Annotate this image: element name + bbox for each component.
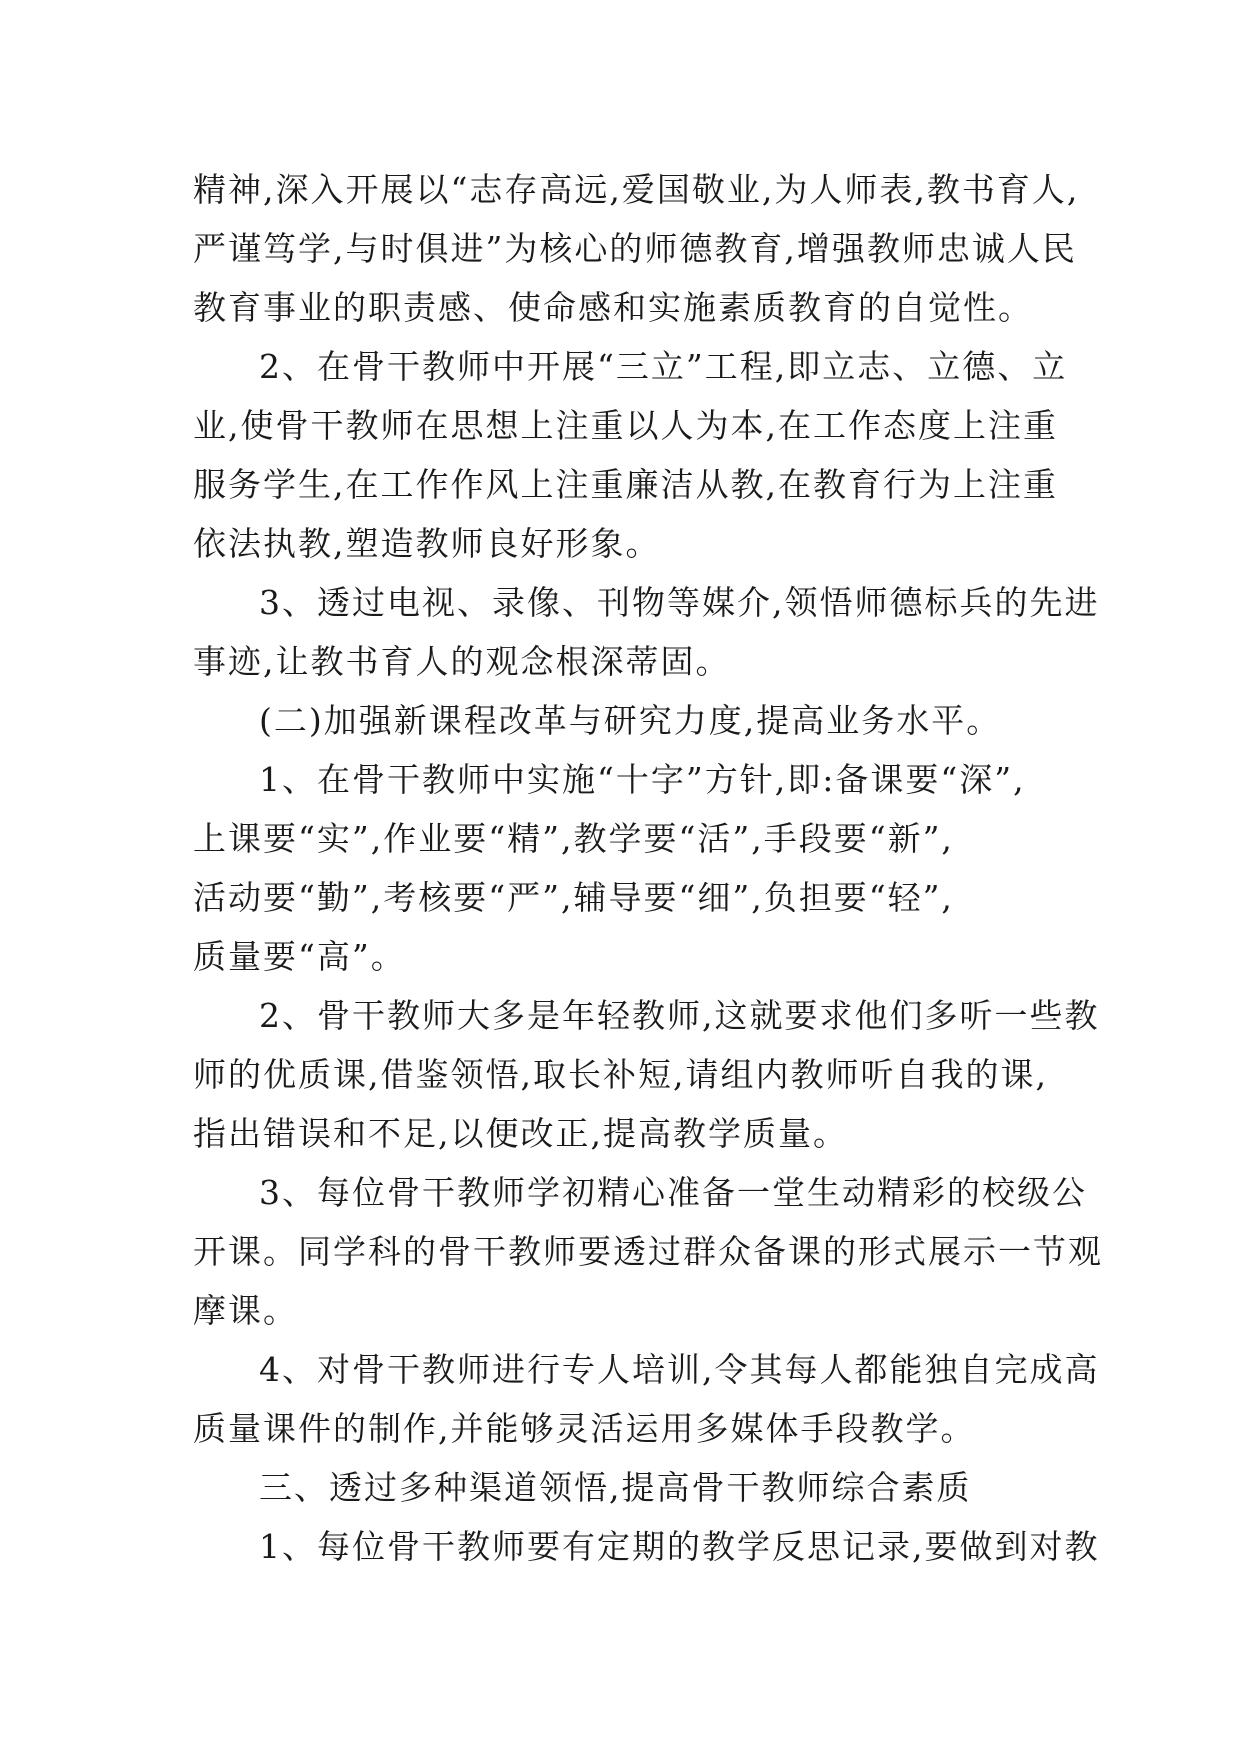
text-line: 依法执教,塑造教师良好形象。 bbox=[193, 524, 661, 563]
text-line: 师的优质课,借鉴领悟,取长补短,请组内教师听自我的课, bbox=[193, 1055, 1048, 1094]
text-line: 3、每位骨干教师学初精心准备一堂生动精彩的校级公 bbox=[259, 1173, 1087, 1212]
text-line: 2、在骨干教师中开展“三立”工程,即立志、立德、立 bbox=[259, 347, 1068, 386]
text-line: 教育事业的职责感、使命感和实施素质教育的自觉性。 bbox=[193, 288, 1033, 327]
text-line: 服务学生,在工作作风上注重廉洁从教,在教育行为上注重 bbox=[193, 465, 1058, 504]
text-line: 2、骨干教师大多是年轻教师,这就要求他们多听一些教 bbox=[259, 996, 1100, 1035]
section-heading: (二)加强新课程改革与研究力度,提高业务水平。 bbox=[259, 701, 1002, 740]
text-line: 4、对骨干教师进行专人培训,令其每人都能独自完成高 bbox=[259, 1350, 1100, 1389]
text-line: 指出错误和不足,以便改正,提高教学质量。 bbox=[193, 1114, 848, 1153]
text-line: 摩课。 bbox=[193, 1291, 298, 1330]
text-line: 精神,深入开展以“志存高远,爱国敬业,为人师表,教书育人, bbox=[193, 170, 1080, 209]
text-line: 1、每位骨干教师要有定期的教学反思记录,要做到对教 bbox=[259, 1527, 1100, 1566]
text-line: 严谨笃学,与时俱进”为核心的师德教育,增强教师忠诚人民 bbox=[193, 229, 1077, 268]
text-line: 质量课件的制作,并能够灵活运用多媒体手段教学。 bbox=[193, 1409, 976, 1448]
section-heading: 三、透过多种渠道领悟,提高骨干教师综合素质 bbox=[259, 1468, 972, 1507]
text-line: 业,使骨干教师在思想上注重以人为本,在工作态度上注重 bbox=[193, 406, 1058, 445]
text-line: 活动要“勤”,考核要“严”,辅导要“细”,负担要“轻”, bbox=[193, 878, 954, 917]
text-line: 开课。同学科的骨干教师要透过群众备课的形式展示一节观 bbox=[193, 1232, 1103, 1271]
text-line: 上课要“实”,作业要“精”,教学要“活”,手段要“新”, bbox=[193, 819, 954, 858]
text-line: 质量要“高”。 bbox=[193, 937, 406, 976]
text-line: 3、透过电视、录像、刊物等媒介,领悟师德标兵的先进 bbox=[259, 583, 1100, 622]
document-body bbox=[193, 160, 1103, 1576]
text-line: 事迹,让教书育人的观念根深蒂固。 bbox=[193, 642, 731, 681]
text-line: 1、在骨干教师中实施“十字”方针,即:备课要“深”, bbox=[259, 760, 1026, 799]
